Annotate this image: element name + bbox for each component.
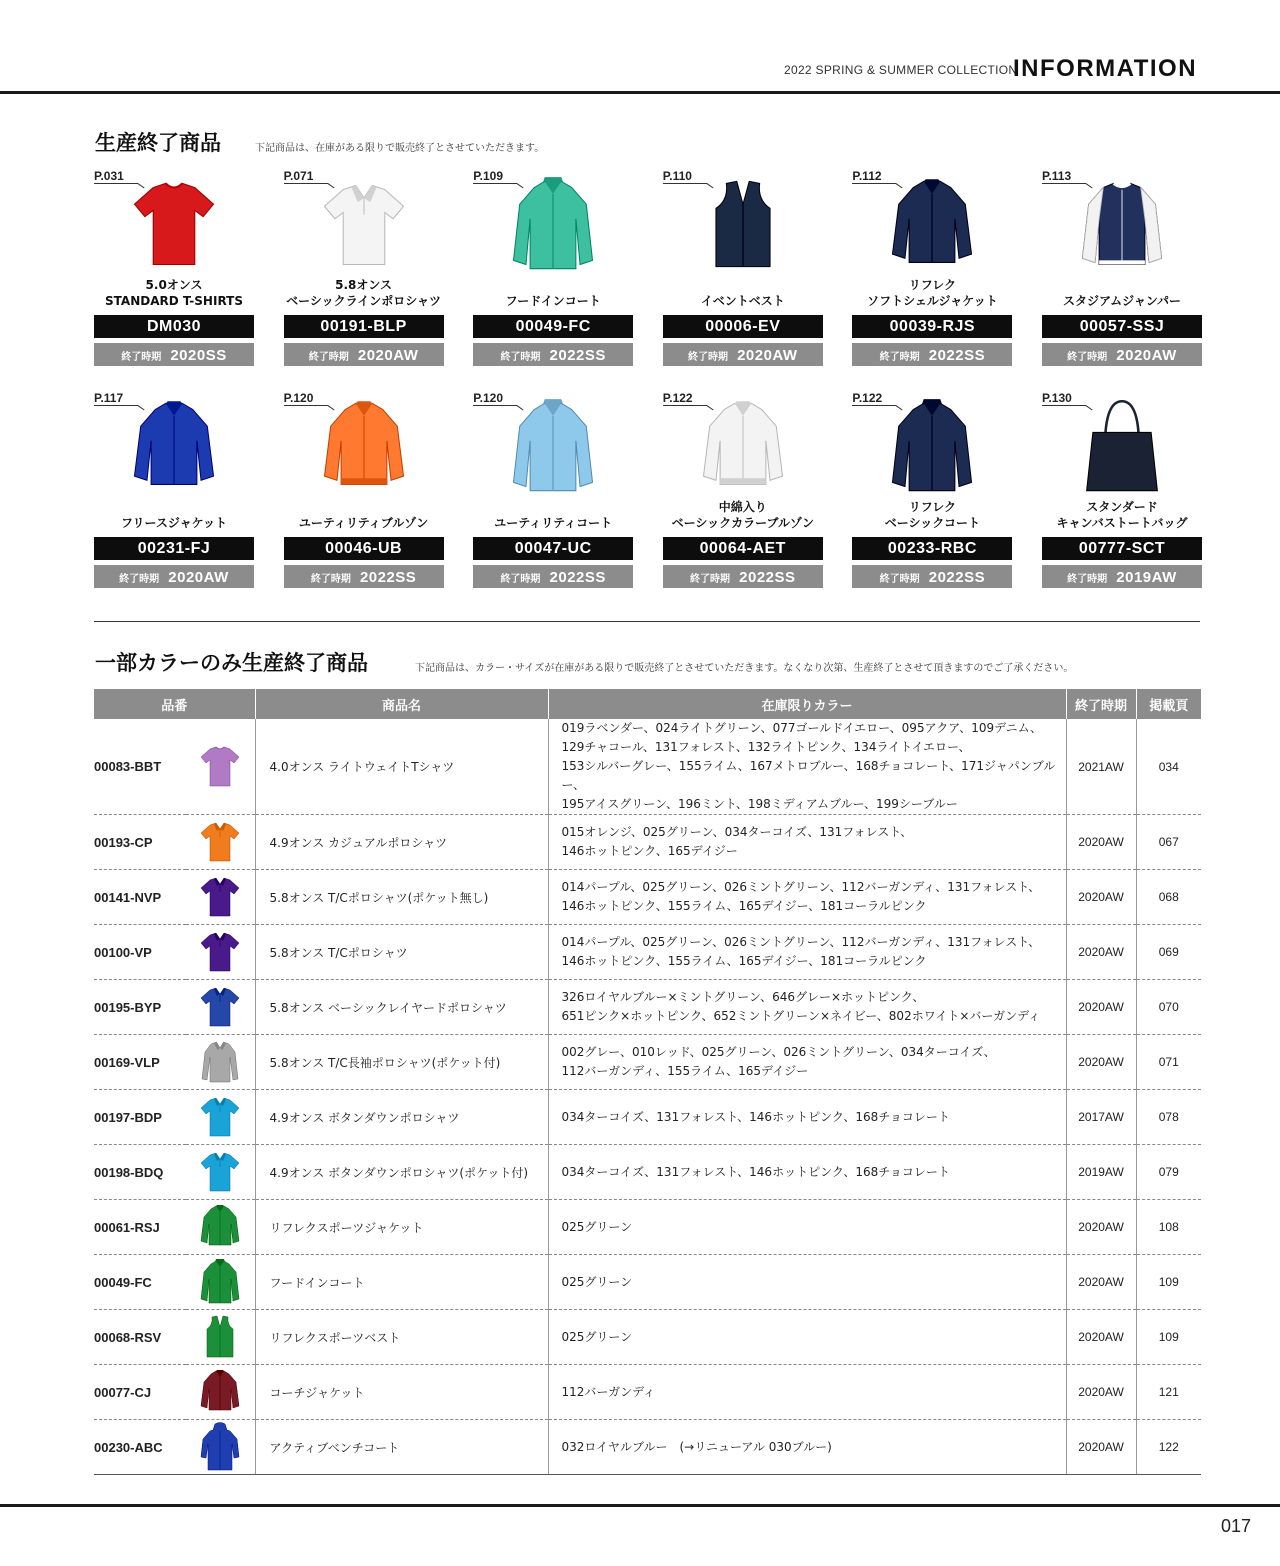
table-row (94, 1310, 1201, 1365)
item-code: 00141-NVP (94, 870, 186, 925)
product-name-line2: イベントベスト (700, 294, 785, 308)
partial-discontinued-note: 下記商品は、カラー・サイズが在庫がある限りで販売終了とさせていただきます。なくなり次第、生産終了とさせて頂きますのでご了承ください。 (415, 663, 1074, 674)
table-row (94, 1365, 1201, 1420)
color-line: 146ホットピンク、155ライム、165デイジー、181コーラルピンク (561, 899, 927, 913)
item-page: 068 (1136, 870, 1201, 925)
color-line: 195アイスグリーン、196ミント、198ミディアムブルー、199シーブルー (561, 797, 958, 811)
item-name: 5.8オンス ベーシックレイヤードポロシャツ (255, 980, 548, 1035)
product-card (852, 169, 1012, 379)
tshirt-icon (122, 173, 226, 277)
jacket-icon (880, 173, 984, 277)
stadium-jumper-icon (1070, 173, 1174, 277)
polo-icon (186, 870, 255, 925)
color-line: 014パープル、025グリーン、026ミントグリーン、112バーガンディ、131フォレスト、 (561, 880, 1041, 894)
end-period-value: 2022SS (549, 347, 606, 364)
product-name-line2: フードインコート (505, 294, 601, 308)
color-line: 153シルバーグレー、155ライム、167メトロブルー、168チョコレート、171ジャパンブルー、 (561, 759, 1056, 792)
page-ref-line (284, 183, 328, 184)
item-end-period: 2021AW (1066, 719, 1136, 815)
product-name-line1: 5.0オンス (145, 278, 203, 292)
product-code: 00006-EV (663, 315, 823, 338)
end-period-bar (284, 343, 444, 366)
end-period-label: 終了時期 (1067, 352, 1108, 363)
polo-icon (186, 1090, 255, 1145)
polo-icon (186, 815, 255, 870)
end-period-label: 終了時期 (121, 352, 162, 363)
end-period-label: 終了時期 (119, 574, 160, 585)
product-card (473, 391, 633, 601)
product-card (663, 391, 823, 601)
product-page-ref: P.120 (283, 391, 314, 405)
product-page-ref: P.112 (852, 169, 882, 183)
item-colors (548, 719, 1066, 815)
end-period-label: 終了時期 (1067, 574, 1108, 585)
product-code: 00049-FC (473, 315, 633, 338)
color-line: 025グリーン (561, 1274, 633, 1289)
item-name: 4.9オンス カジュアルポロシャツ (255, 815, 548, 870)
end-period-bar (473, 565, 633, 588)
color-line: 112バーガンディ、155ライム、165デイジー (561, 1064, 809, 1078)
item-page: 109 (1136, 1310, 1201, 1365)
item-code: 00197-BDP (94, 1090, 186, 1145)
product-code: 00777-SCT (1042, 537, 1202, 560)
product-card (94, 391, 254, 601)
blouson-icon (691, 395, 795, 499)
product-name-line2: ユーティリティブルゾン (298, 516, 429, 530)
item-page: 108 (1136, 1200, 1201, 1255)
item-colors (548, 1145, 1066, 1200)
coat-icon (501, 173, 605, 277)
item-page: 070 (1136, 980, 1201, 1035)
item-colors (548, 1255, 1066, 1310)
end-period-value: 2020AW (357, 347, 419, 364)
table-row (94, 1035, 1201, 1090)
partial-discontinued-title: 一部カラーのみ生産終了商品 (95, 651, 368, 675)
item-end-period: 2020AW (1066, 815, 1136, 870)
product-name (1042, 275, 1202, 309)
item-colors (548, 1420, 1066, 1475)
item-name: 4.9オンス ボタンダウンポロシャツ (255, 1090, 548, 1145)
item-code: 00077-CJ (94, 1365, 186, 1420)
end-period-bar (852, 343, 1012, 366)
end-period-value: 2022SS (359, 569, 417, 586)
product-name-line2: フリースジャケット (120, 516, 228, 530)
page-ref-line (284, 405, 328, 406)
product-name (94, 497, 254, 531)
end-period-value: 2020AW (737, 347, 798, 364)
color-line: 032ロイヤルブルー (→リニューアル 030ブルー) (561, 1439, 832, 1454)
product-card (284, 391, 444, 601)
end-period-label: 終了時期 (879, 352, 920, 363)
vest-icon (691, 173, 795, 277)
item-end-period: 2020AW (1066, 1200, 1136, 1255)
jacket-icon (186, 1200, 255, 1255)
color-line: 034ターコイズ、131フォレスト、146ホットピンク、168チョコレート (561, 1164, 950, 1179)
product-name (852, 497, 1012, 531)
product-name (284, 497, 444, 531)
page-ref-line (663, 405, 707, 406)
product-name-line2: ベーシックラインポロシャツ (286, 294, 442, 308)
page-ref-line (1042, 183, 1086, 184)
item-colors (548, 1200, 1066, 1255)
product-page-ref: P.031 (94, 169, 124, 183)
item-page: 078 (1136, 1090, 1201, 1145)
product-name (1042, 497, 1202, 531)
page-ref-line (663, 183, 707, 184)
product-code: 00064-AET (663, 537, 823, 560)
end-period-bar (663, 565, 823, 588)
color-line: 129チャコール、131フォレスト、132ライトピンク、134ライトイエロー、 (561, 740, 971, 754)
color-line: 112バーガンディ (561, 1384, 656, 1399)
table-row (94, 1090, 1201, 1145)
color-line: 025グリーン (561, 1329, 633, 1344)
blouson-icon (312, 395, 416, 499)
polo-icon (186, 980, 255, 1035)
partial-discontinued-table (94, 689, 1201, 1475)
table-row (94, 1145, 1201, 1200)
table-row (94, 980, 1201, 1035)
product-name (663, 497, 823, 531)
end-period-bar (663, 343, 823, 366)
end-period-bar (94, 565, 254, 588)
product-page-ref: P.130 (1042, 391, 1072, 405)
item-name: 5.8オンス T/Cポロシャツ(ポケット無し) (255, 870, 548, 925)
col-page: 掲載頁 (1136, 689, 1201, 719)
end-period-bar (852, 565, 1012, 588)
product-name-line2: ユーティリティコート (494, 516, 613, 530)
table-row (94, 719, 1201, 815)
page-ref-line (94, 405, 138, 406)
end-period-value: 2020SS (170, 347, 227, 364)
product-code: 00231-FJ (94, 537, 254, 560)
item-page: 121 (1136, 1365, 1201, 1420)
table-row (94, 925, 1201, 980)
item-colors (548, 1365, 1066, 1420)
product-name-line2: スタジアムジャンパー (1062, 294, 1182, 308)
end-period-label: 終了時期 (308, 352, 349, 363)
item-colors (548, 980, 1066, 1035)
item-page: 069 (1136, 925, 1201, 980)
product-page-ref: P.122 (662, 391, 693, 405)
product-code: DM030 (94, 315, 254, 338)
header-rule (0, 91, 1280, 94)
color-line: 034ターコイズ、131フォレスト、146ホットピンク、168チョコレート (561, 1109, 950, 1124)
item-code: 00068-RSV (94, 1310, 186, 1365)
product-page-ref: P.113 (1042, 169, 1072, 183)
end-period-label: 終了時期 (690, 574, 731, 585)
item-end-period: 2020AW (1066, 870, 1136, 925)
color-line: 326ロイヤルブルー×ミントグリーン、646グレー×ホットピンク、 (561, 990, 925, 1004)
fleece-icon (122, 395, 226, 499)
long-sleeve-polo-icon (186, 1035, 255, 1090)
item-code: 00083-BBT (94, 719, 186, 815)
item-name: コーチジャケット (255, 1365, 548, 1420)
product-name (852, 275, 1012, 309)
product-page-ref: P.071 (283, 169, 314, 183)
product-name-line1: 5.8オンス (335, 278, 393, 292)
page-ref-line (473, 183, 517, 184)
color-line: 002グレー、010レッド、025グリーン、026ミントグリーン、034ターコイズ、 (561, 1045, 996, 1059)
item-page: 079 (1136, 1145, 1201, 1200)
item-name: 5.8オンス T/Cポロシャツ (255, 925, 548, 980)
item-code: 00100-VP (94, 925, 186, 980)
item-end-period: 2020AW (1066, 1365, 1136, 1420)
item-end-period: 2019AW (1066, 1145, 1136, 1200)
product-name-line1: リフレク (908, 500, 957, 514)
end-period-value: 2022SS (928, 347, 986, 364)
product-code: 00047-UC (473, 537, 633, 560)
footer-rule (0, 1504, 1280, 1507)
col-name: 商品名 (255, 689, 548, 719)
coat-icon (186, 1255, 255, 1310)
jacket-icon (186, 1365, 255, 1420)
item-colors (548, 815, 1066, 870)
section-divider (94, 621, 1200, 622)
item-end-period: 2020AW (1066, 925, 1136, 980)
item-end-period: 2017AW (1066, 1090, 1136, 1145)
item-name: 4.0オンス ライトウェイトTシャツ (255, 719, 548, 815)
product-page-ref: P.117 (94, 391, 124, 405)
item-name: アクティブベンチコート (255, 1420, 548, 1475)
color-line: 014パープル、025グリーン、026ミントグリーン、112バーガンディ、131フォレスト、 (561, 935, 1041, 949)
color-line: 651ピンク×ホットピンク、652ミントグリーン×ネイビー、802ホワイト×バーガンディ (561, 1009, 1041, 1023)
table-row (94, 1420, 1201, 1475)
item-colors (548, 1090, 1066, 1145)
end-period-bar (94, 343, 254, 366)
item-name: フードインコート (255, 1255, 548, 1310)
end-period-value: 2022SS (549, 569, 606, 586)
item-code: 00049-FC (94, 1255, 186, 1310)
product-card (663, 169, 823, 379)
end-period-bar (1042, 565, 1202, 588)
color-line: 015オレンジ、025グリーン、034ターコイズ、131フォレスト、 (561, 825, 913, 839)
end-period-label: 終了時期 (310, 574, 351, 585)
product-name-line1: スタンダード (1086, 500, 1158, 514)
item-page: 067 (1136, 815, 1201, 870)
end-period-bar (473, 343, 633, 366)
product-page-ref: P.122 (852, 391, 883, 405)
col-code: 品番 (94, 689, 255, 719)
product-page-ref: P.120 (473, 391, 503, 405)
end-period-bar (1042, 343, 1202, 366)
color-line: 146ホットピンク、165デイジー (561, 844, 738, 858)
end-period-label: 終了時期 (687, 352, 728, 363)
item-end-period: 2020AW (1066, 1255, 1136, 1310)
collection-label: 2022 SPRING & SUMMER COLLECTION (784, 63, 1018, 77)
item-code: 00195-BYP (94, 980, 186, 1035)
product-name-line2: ベーシックカラーブルゾン (671, 516, 815, 530)
item-code: 00169-VLP (94, 1035, 186, 1090)
polo-icon (186, 925, 255, 980)
col-end: 終了時期 (1066, 689, 1136, 719)
table-row (94, 815, 1201, 870)
item-page: 109 (1136, 1255, 1201, 1310)
item-page: 122 (1136, 1420, 1201, 1475)
product-name-line1: リフレク (908, 278, 957, 292)
coat-icon (501, 395, 605, 499)
product-code: 00057-SSJ (1042, 315, 1202, 338)
item-name: 4.9オンス ボタンダウンポロシャツ(ポケット付) (255, 1145, 548, 1200)
end-period-value: 2020AW (168, 569, 229, 586)
item-end-period: 2020AW (1066, 1035, 1136, 1090)
page-ref-line (94, 183, 138, 184)
col-colors: 在庫限りカラー (548, 689, 1066, 719)
item-end-period: 2020AW (1066, 1420, 1136, 1475)
item-name: 5.8オンス T/C長袖ポロシャツ(ポケット付) (255, 1035, 548, 1090)
coat-icon (880, 395, 984, 499)
tote-bag-icon (1070, 395, 1174, 499)
product-name-line1: 中綿入り (718, 500, 767, 514)
product-card (473, 169, 633, 379)
end-period-value: 2022SS (739, 569, 796, 586)
page-number: 017 (1221, 1516, 1252, 1536)
end-period-label: 終了時期 (879, 574, 920, 585)
table-row (94, 870, 1201, 925)
item-code: 00193-CP (94, 815, 186, 870)
item-colors (548, 1035, 1066, 1090)
table-row (94, 1255, 1201, 1310)
page-ref-line (852, 183, 896, 184)
vest-icon (186, 1310, 255, 1365)
end-period-label: 終了時期 (500, 352, 541, 363)
discontinued-title: 生産終了商品 (95, 131, 221, 155)
page-title: INFORMATION (1013, 55, 1198, 82)
end-period-value: 2022SS (928, 569, 986, 586)
product-page-ref: P.110 (662, 169, 692, 183)
item-name: リフレクスポーツベスト (255, 1310, 548, 1365)
page-ref-line (852, 405, 896, 406)
product-name-line2: ソフトシェルジャケット (867, 294, 998, 308)
color-line: 019ラベンダー、024ライトグリーン、077ゴールドイエロー、095アクア、109デニム、 (561, 721, 1043, 735)
item-colors (548, 925, 1066, 980)
color-line: 025グリーン (561, 1219, 633, 1234)
item-code: 00198-BDQ (94, 1145, 186, 1200)
product-code: 00233-RBC (852, 537, 1012, 560)
item-colors (548, 1310, 1066, 1365)
product-code: 00191-BLP (284, 315, 444, 338)
table-row (94, 1200, 1201, 1255)
bench-coat-icon (186, 1420, 255, 1475)
page-ref-line (1042, 405, 1086, 406)
table-header (94, 689, 1201, 719)
end-period-label: 終了時期 (500, 574, 541, 585)
product-name (284, 275, 444, 309)
product-card (1042, 169, 1202, 379)
polo-icon (186, 1145, 255, 1200)
item-page: 034 (1136, 719, 1201, 815)
product-name-line2: キャンバストートバッグ (1056, 516, 1188, 530)
product-code: 00046-UB (284, 537, 444, 560)
item-name: リフレクスポーツジャケット (255, 1200, 548, 1255)
product-card (94, 169, 254, 379)
product-code: 00039-RJS (852, 315, 1012, 338)
end-period-bar (284, 565, 444, 588)
item-end-period: 2020AW (1066, 1310, 1136, 1365)
end-period-value: 2019AW (1116, 569, 1177, 586)
product-name (473, 497, 633, 531)
item-code: 00061-RSJ (94, 1200, 186, 1255)
product-name (94, 275, 254, 309)
product-card (284, 169, 444, 379)
tshirt-icon (186, 719, 255, 815)
product-card (1042, 391, 1202, 601)
end-period-value: 2020AW (1116, 347, 1177, 364)
polo-icon (312, 173, 416, 277)
product-page-ref: P.109 (473, 169, 503, 183)
item-end-period: 2020AW (1066, 980, 1136, 1035)
item-colors (548, 870, 1066, 925)
product-card (852, 391, 1012, 601)
item-page: 071 (1136, 1035, 1201, 1090)
product-name-line2: STANDARD T-SHIRTS (105, 294, 243, 308)
item-code: 00230-ABC (94, 1420, 186, 1475)
product-name-line2: ベーシックコート (884, 516, 981, 530)
color-line: 146ホットピンク、155ライム、165デイジー、181コーラルピンク (561, 954, 927, 968)
discontinued-note: 下記商品は、在庫がある限りで販売終了とさせていただきます。 (255, 143, 545, 154)
product-name (663, 275, 823, 309)
product-name (473, 275, 633, 309)
page-ref-line (473, 405, 517, 406)
